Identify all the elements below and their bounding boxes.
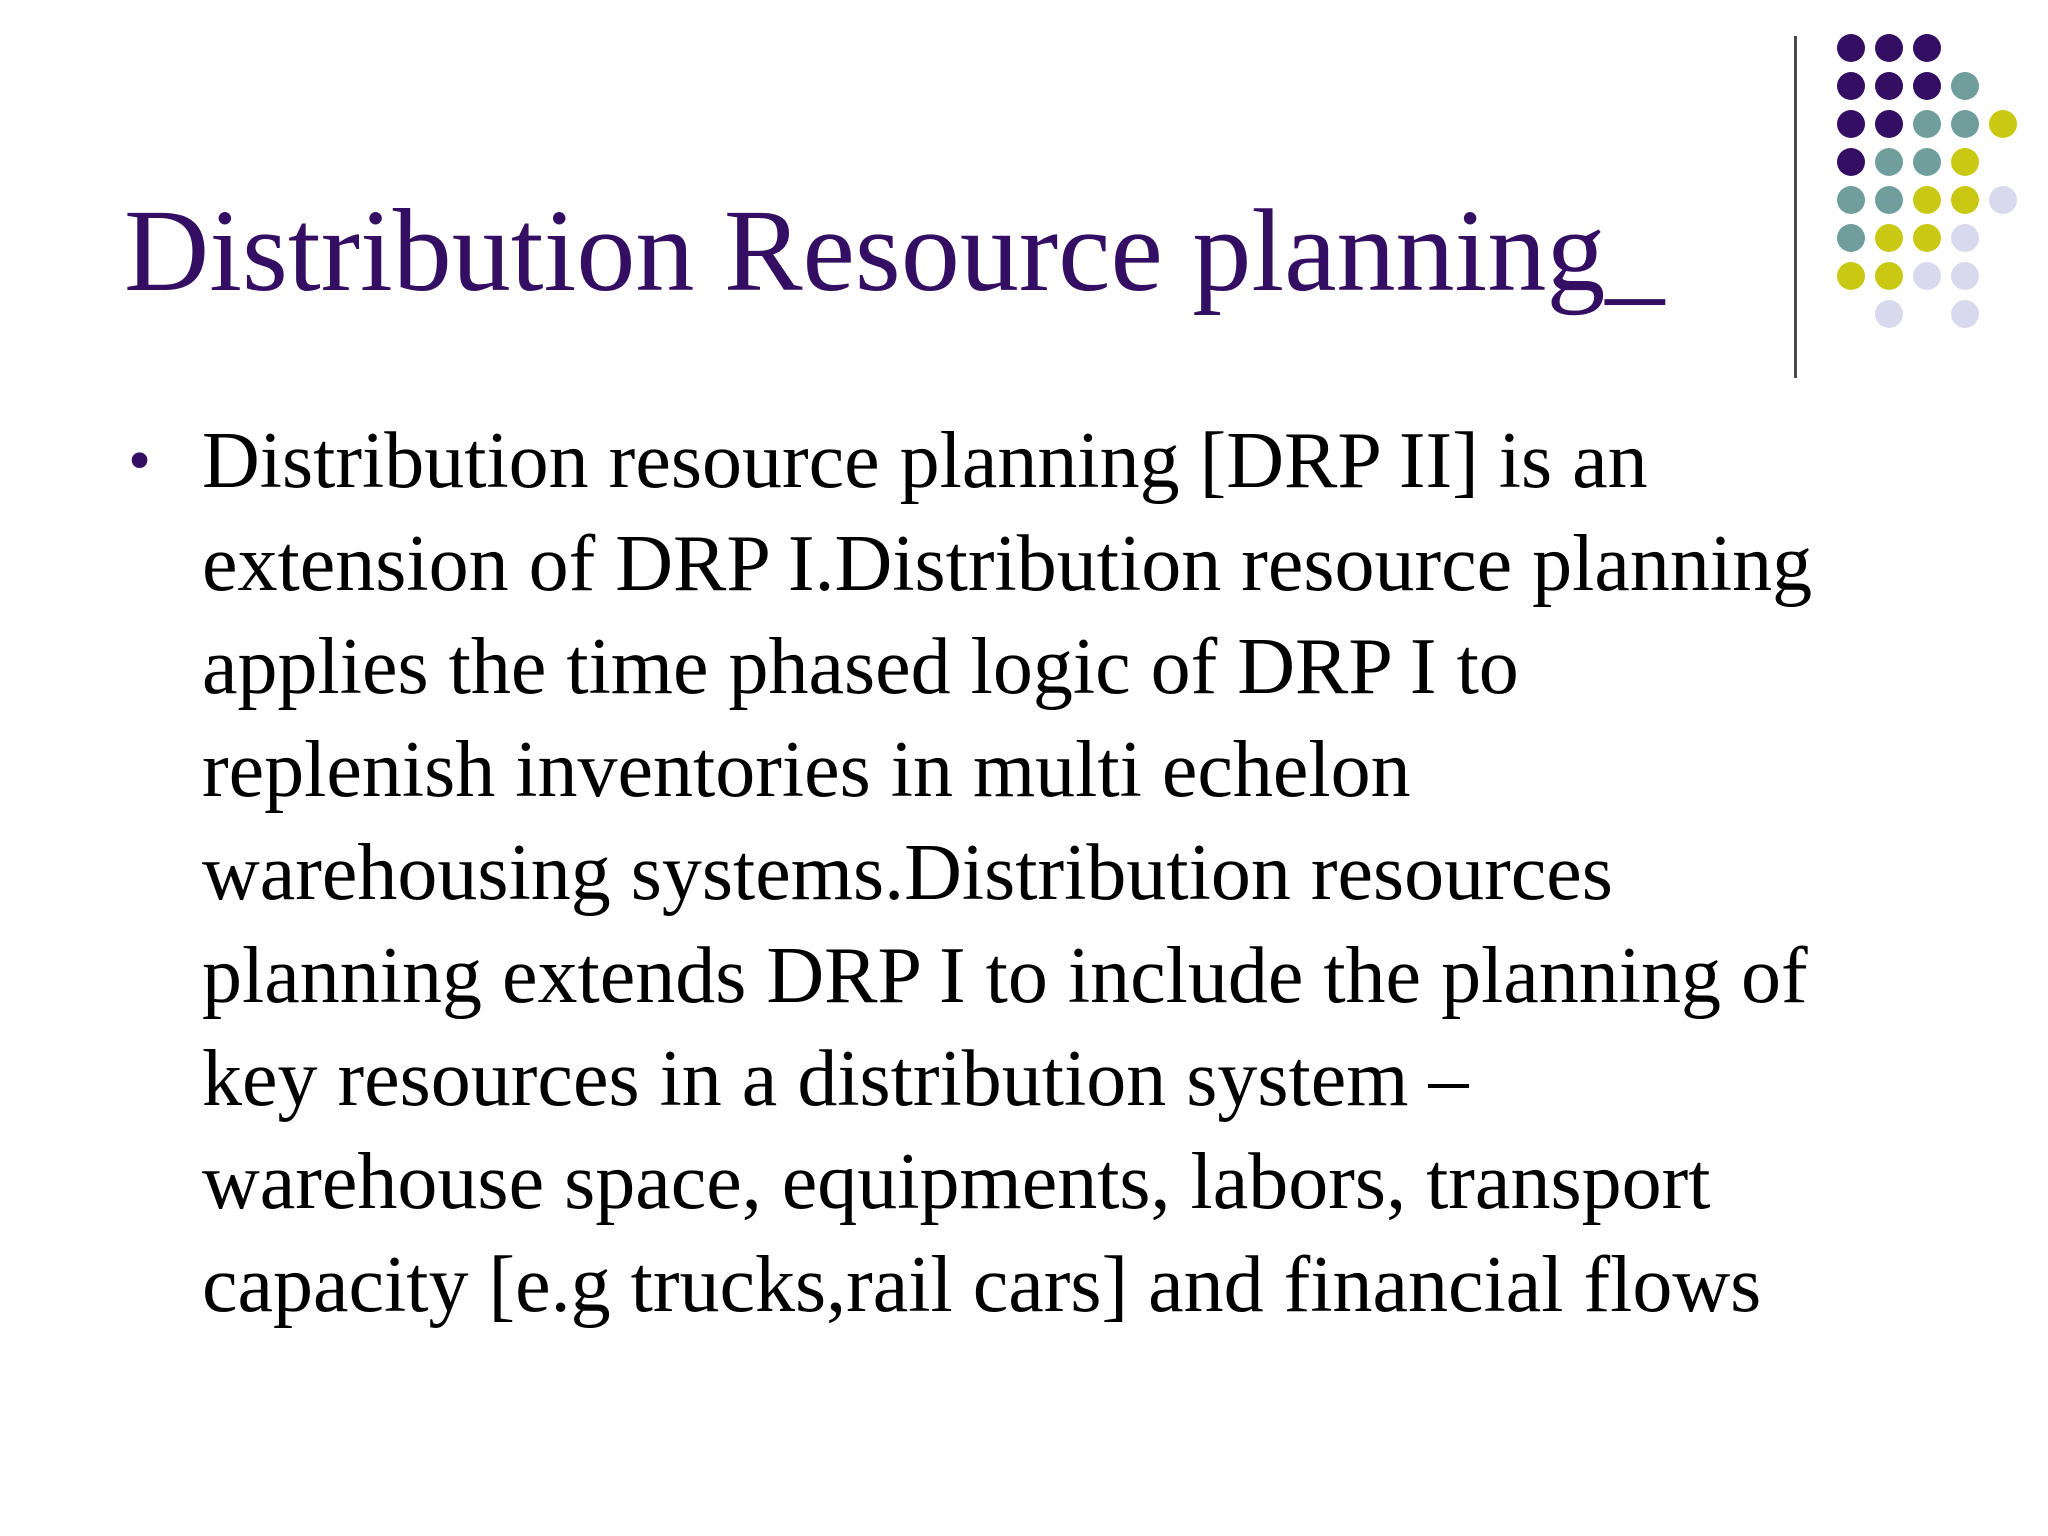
decorative-dot <box>1875 34 1903 62</box>
body-text-line: planning extends DRP I to include the planning of <box>202 932 1808 1020</box>
decorative-dot <box>1875 262 1903 290</box>
decorative-dot <box>1837 72 1865 100</box>
body-text-line: warehousing systems.Distribution resources <box>202 829 1613 917</box>
bullet-icon: • <box>128 424 152 497</box>
bullet-list <box>124 410 1984 1337</box>
body-text-line: replenish inventories in multi echelon <box>202 726 1411 814</box>
decorative-dot <box>1875 224 1903 252</box>
bullet-item <box>124 410 1984 1337</box>
decorative-dot <box>1875 148 1903 176</box>
body-text-line: capacity [e.g trucks,rail cars] and financial flows <box>202 1241 1762 1329</box>
decorative-dot <box>1989 110 2017 138</box>
body-text-line: extension of DRP I.Distribution resource planning <box>202 520 1813 608</box>
decorative-dot <box>1951 224 1979 252</box>
slide-title: Distribution Resource planning_ <box>124 185 1665 316</box>
decorative-dot <box>1951 110 1979 138</box>
decorative-dot <box>1837 110 1865 138</box>
decorative-dot <box>1989 186 2017 214</box>
body-text-line: Distribution resource planning [DRP II] is an <box>202 417 1648 505</box>
decorative-dot <box>1913 262 1941 290</box>
decorative-dot <box>1837 262 1865 290</box>
decorative-dot <box>1875 186 1903 214</box>
decorative-dot <box>1951 300 1979 328</box>
decorative-dot <box>1951 148 1979 176</box>
decorative-dot <box>1951 262 1979 290</box>
body-text-line: warehouse space, equipments, labors, transport <box>202 1138 1711 1226</box>
decorative-dot <box>1875 110 1903 138</box>
decorative-dot <box>1875 300 1903 328</box>
decorative-dot <box>1913 148 1941 176</box>
decorative-dot <box>1837 186 1865 214</box>
decorative-dot <box>1913 186 1941 214</box>
decorative-dot <box>1913 224 1941 252</box>
title-divider-line <box>1794 36 1797 378</box>
decorative-dot <box>1913 110 1941 138</box>
decorative-dot <box>1913 72 1941 100</box>
body-text-line: key resources in a distribution system – <box>202 1035 1469 1123</box>
decorative-dot <box>1951 186 1979 214</box>
decorative-dot <box>1913 34 1941 62</box>
body-text-line: applies the time phased logic of DRP I to <box>202 623 1519 711</box>
decorative-dot <box>1951 72 1979 100</box>
decorative-dot <box>1837 224 1865 252</box>
decorative-dot <box>1837 34 1865 62</box>
decorative-dot <box>1837 148 1865 176</box>
decorative-dot <box>1875 72 1903 100</box>
